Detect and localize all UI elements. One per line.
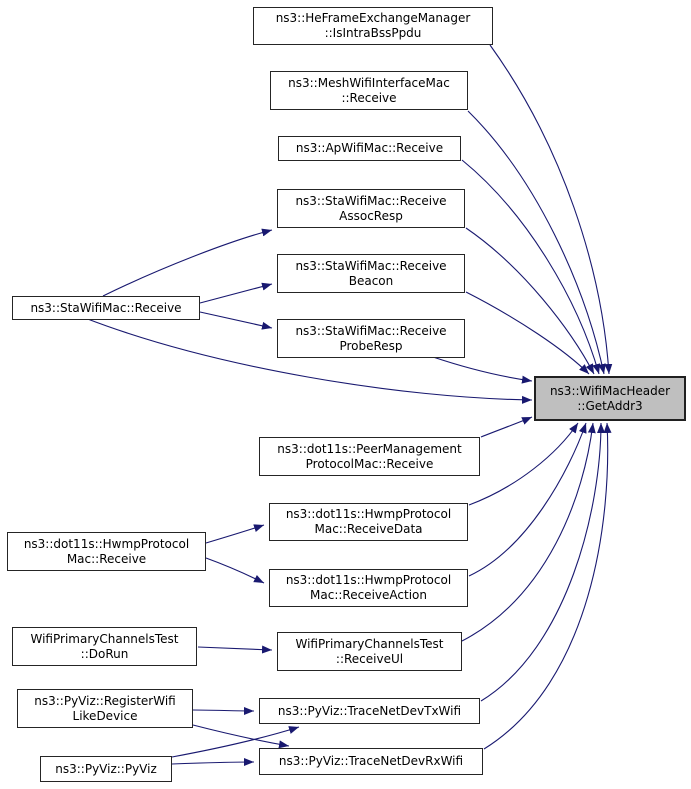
node-label-line1: WifiPrimaryChannelsTest xyxy=(295,636,444,651)
node-label-line1: ns3::dot11s::HwmpProtocol xyxy=(23,536,190,551)
node-label-line1: ns3::WifiMacHeader xyxy=(549,383,671,398)
node-label-line1: ns3::PyViz::TraceNetDevTxWifi xyxy=(277,703,462,718)
node-ns3-dot11s-hwmpprotocolmac-receivedata[interactable] xyxy=(269,503,468,541)
node-label-line1: ns3::dot11s::PeerManagement xyxy=(277,441,462,456)
edge-peermgmt-to-getaddr3 xyxy=(481,417,532,437)
node-label-line2: ::ReceiveUl xyxy=(335,651,404,666)
node-label-line2: ::Receive xyxy=(341,90,397,105)
node-label-line1: ns3::StaWifiMac::Receive xyxy=(30,300,182,315)
node-ns3-pyviz-tracenetdevtxwifi[interactable] xyxy=(259,698,480,724)
node-ns3-dot11s-peermanagementprotocolmac-receive[interactable] xyxy=(259,437,480,476)
node-ns3-apwifimac-receive[interactable] xyxy=(278,136,461,161)
node-label-line2: Mac::ReceiveData xyxy=(314,522,423,536)
node-ns3-stawifimac-receive[interactable] xyxy=(12,296,200,320)
edge-dorun-to-receiveul xyxy=(198,647,272,650)
node-ns3-meshwifiinterfacemac-receive[interactable] xyxy=(270,71,468,110)
node-label-line1: WifiPrimaryChannelsTest xyxy=(30,631,179,646)
edge-hwmpreceive-to-receiveaction xyxy=(206,558,264,583)
node-label-line1: ns3::PyViz::RegisterWifi xyxy=(34,693,176,708)
node-label-line2: Mac::Receive xyxy=(66,551,147,566)
edge-receiveaction-to-getaddr3 xyxy=(469,423,586,576)
edge-hwmpreceive-to-receivedata xyxy=(206,525,264,543)
node-ns3-dot11s-hwmpprotocolmac-receiveaction[interactable] xyxy=(269,569,468,607)
node-label-line2: Mac::ReceiveAction xyxy=(310,588,427,602)
node-ns3-dot11s-hwmpprotocolmac-receive[interactable] xyxy=(7,532,206,571)
edge-tracetx-to-getaddr3 xyxy=(481,423,601,701)
node-label-line1: ns3::HeFrameExchangeManager xyxy=(275,11,471,25)
edge-register-to-tracetx xyxy=(193,710,254,711)
edge-pyviz-to-tracerx xyxy=(172,762,254,764)
node-ns3-wifimacheader-getaddr3 xyxy=(534,376,686,421)
node-label-line1: ns3::dot11s::HwmpProtocol xyxy=(285,507,452,521)
node-ns3-stawifimac-receiveproberesp[interactable] xyxy=(277,319,465,358)
node-label-line1: ns3::MeshWifiInterfaceMac xyxy=(288,75,450,90)
node-label-line1: ns3::PyViz::PyViz xyxy=(55,761,157,776)
edge-beacon-to-getaddr3 xyxy=(466,292,589,374)
node-label-line1: ns3::StaWifiMac::Receive xyxy=(295,323,447,338)
node-ns3-pyviz-tracenetdevrxwifi[interactable] xyxy=(259,748,483,775)
edge-proberesp-to-getaddr3 xyxy=(433,357,532,381)
edge-stareceive-to-beacon xyxy=(200,284,272,303)
node-label-line1: ns3::StaWifiMac::Receive xyxy=(295,258,447,273)
node-ns3-pyviz-pyviz[interactable] xyxy=(40,756,172,782)
node-label-line2: Beacon xyxy=(348,273,394,288)
node-label-line2: ::GetAddr3 xyxy=(577,398,643,413)
node-ns3-stawifimac-receiveassocresp[interactable] xyxy=(277,189,465,228)
node-label-line2: AssocResp xyxy=(339,208,403,223)
node-label-line2: ProtocolMac::Receive xyxy=(305,456,434,471)
node-label-line1: ns3::dot11s::HwmpProtocol xyxy=(285,573,452,587)
node-label-line1: ns3::ApWifiMac::Receive xyxy=(295,141,444,155)
edge-assocresp-to-getaddr3 xyxy=(466,228,594,374)
edge-stareceive-to-proberesp xyxy=(200,312,272,328)
node-label-line2: LikeDevice xyxy=(72,708,138,723)
node-wifiprimarychannelstest-dorun[interactable] xyxy=(12,627,197,666)
node-label-line2: ::DoRun xyxy=(80,646,129,661)
node-label-line2: ::IsIntraBssPpdu xyxy=(324,26,422,40)
node-label-line1: ns3::PyViz::TraceNetDevRxWifi xyxy=(278,754,464,768)
node-ns3-stawifimac-receivebeacon[interactable] xyxy=(277,254,465,293)
edge-stareceive-to-assocresp xyxy=(103,230,272,296)
node-label-line2: ProbeResp xyxy=(339,338,403,353)
edge-tracerx-to-getaddr3 xyxy=(484,423,608,749)
node-ns3-heframeexchangemanager-isintrabssppdu[interactable] xyxy=(253,7,493,45)
node-wifiprimarychannelstest-receiveul[interactable] xyxy=(277,632,462,671)
node-ns3-pyviz-registerwifilikedevice[interactable] xyxy=(17,689,193,728)
node-label-line1: ns3::StaWifiMac::Receive xyxy=(295,193,447,208)
